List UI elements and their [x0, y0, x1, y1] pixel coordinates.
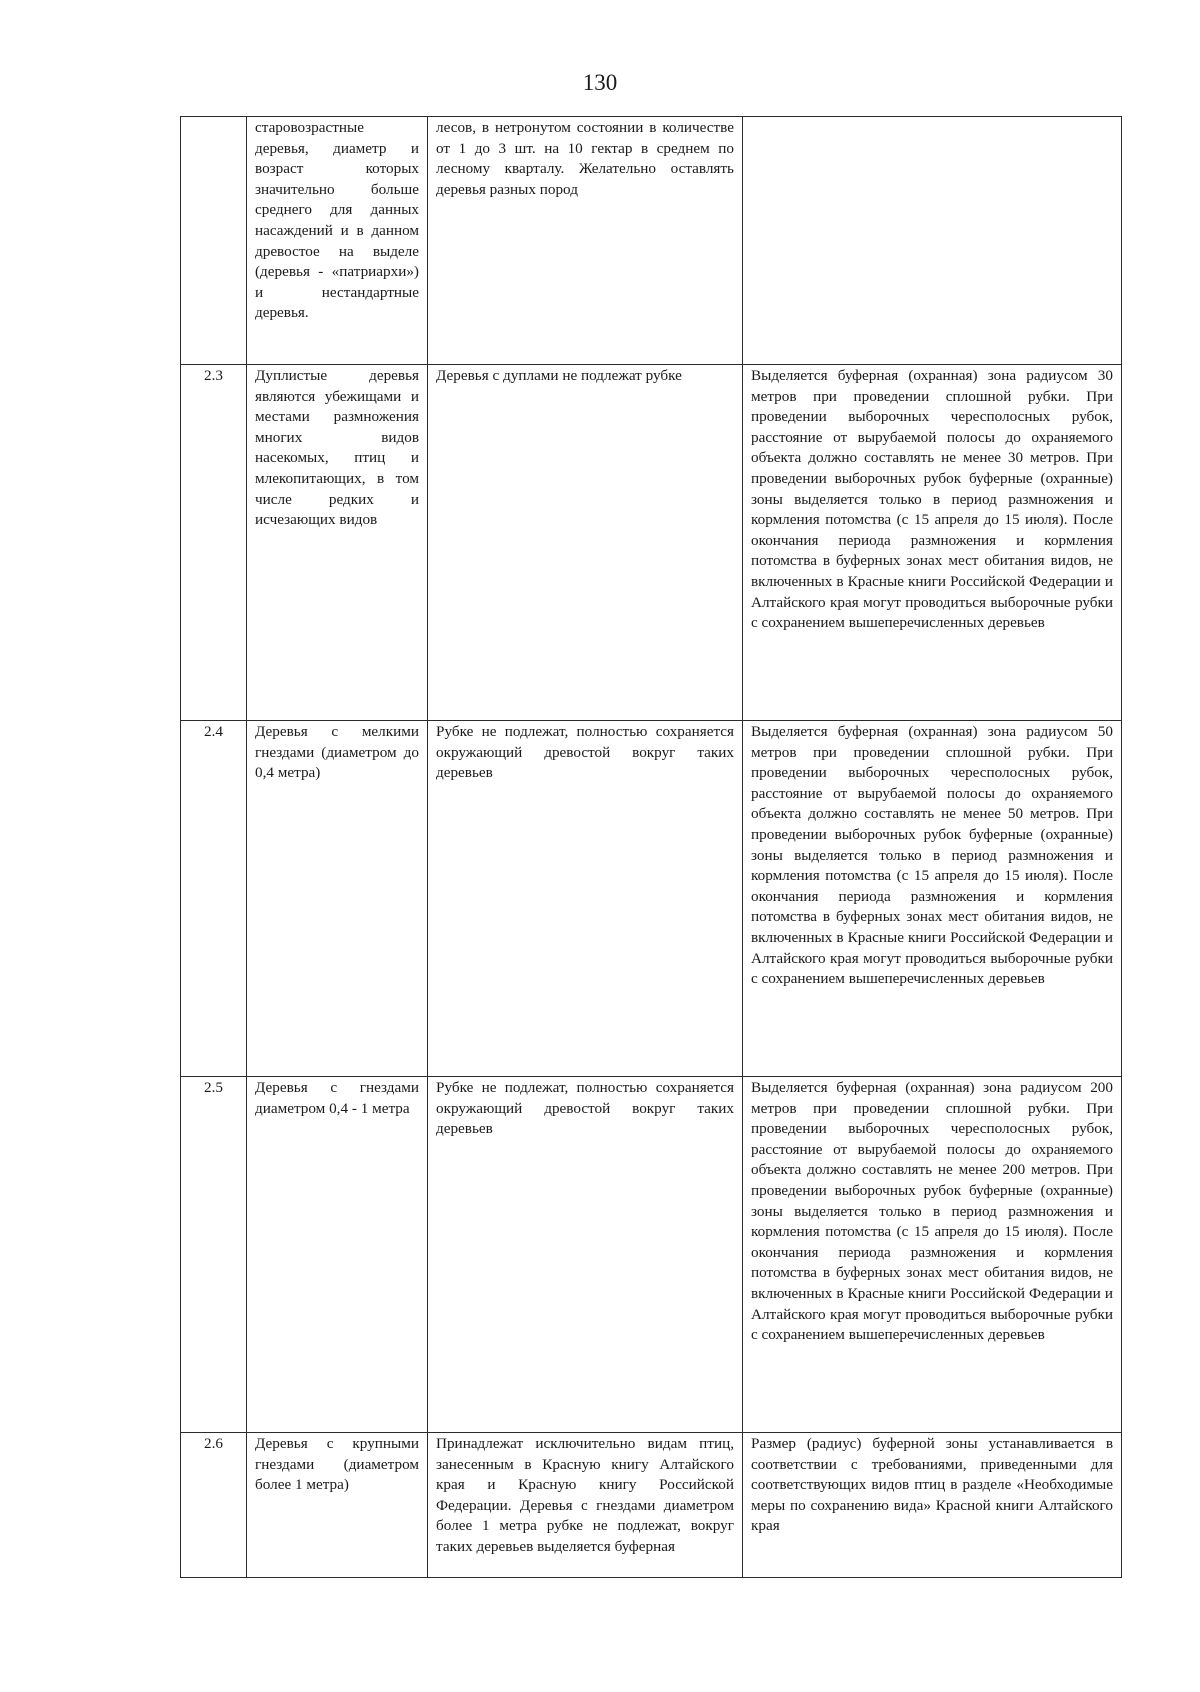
table-row [181, 1433, 1122, 1578]
table-row [181, 721, 1122, 1077]
buffer-zone-rule [743, 117, 1122, 365]
object-description: старовозрастные деревья, диаметр и возраст которых значительно больше среднего для данных насаждений и в данном древостое на выделе (деревья - «патриархи») и нестандартные деревья. [247, 117, 428, 365]
felling-rule: Рубке не подлежат, полностью сохраняется окружающий древостой вокруг таких деревьев [428, 1077, 743, 1433]
felling-rule: Деревья с дуплами не подлежат рубке [428, 365, 743, 721]
felling-rule: Принадлежат исключительно видам птиц, занесенным в Красную книгу Алтайского края и Красную книгу Российской Федерации. Деревья с гнездами диаметром более 1 метра рубке не подлежат, вокруг таких деревьев выделяется буферная [428, 1433, 743, 1578]
buffer-zone-rule: Выделяется буферная (охранная) зона радиусом 200 метров при проведении сплошной рубки. При проведении выборочных чересполосных рубок, расстояние от вырубаемой полосы до охраняемого объекта должно составлять не менее 200 метров. При проведении выборочных рубок буферные (охранные) зоны выделяется только в период размножения и кормления потомства (с 15 апреля до 15 июля). После окончания периода размножения и кормления потомства в буферных зонах мест обитания видов, не включенных в Красные книги Российской Федерации и Алтайского края могут проводиться выборочные рубки с сохранением вышеперечисленных деревьев [743, 1077, 1122, 1433]
buffer-zone-rule: Выделяется буферная (охранная) зона радиусом 30 метров при проведении сплошной рубки. При проведении выборочных чересполосных рубок, расстояние от вырубаемой полосы до охраняемого объекта должно составлять не менее 30 метров. При проведении выборочных рубок буферные (охранные) зоны выделяется только в период размножения и кормления потомства (с 15 апреля до 15 июля). После окончания периода размножения и кормления потомства в буферных зонах мест обитания видов, не включенных в Красные книги Российской Федерации и Алтайского края могут проводиться выборочные рубки с сохранением вышеперечисленных деревьев [743, 365, 1122, 721]
row-number: 2.3 [181, 365, 247, 721]
protection-measures-table [180, 116, 1122, 1578]
felling-rule: лесов, в нетронутом состоянии в количестве от 1 до 3 шт. на 10 гектар в среднем по лесному кварталу. Желательно оставлять деревья разных пород [428, 117, 743, 365]
row-number: 2.5 [181, 1077, 247, 1433]
page-number: 130 [582, 70, 618, 95]
object-description: Деревья с мелкими гнездами (диаметром до 0,4 метра) [247, 721, 428, 1077]
object-description: Деревья с крупными гнездами (диаметром более 1 метра) [247, 1433, 428, 1578]
object-description: Деревья с гнездами диаметром 0,4 - 1 метра [247, 1077, 428, 1433]
table-row [181, 1077, 1122, 1433]
object-description: Дуплистые деревья являются убежищами и местами размножения многих видов насекомых, птиц и млекопитающих, в том числе редких и исчезающих видов [247, 365, 428, 721]
row-number: 2.4 [181, 721, 247, 1077]
table-row [181, 365, 1122, 721]
buffer-zone-rule: Выделяется буферная (охранная) зона радиусом 50 метров при проведении сплошной рубки. При проведении выборочных чересполосных рубок, расстояние от вырубаемой полосы до охраняемого объекта должно составлять не менее 50 метров. При проведении выборочных рубок буферные (охранные) зоны выделяется только в период размножения и кормления потомства (с 15 апреля до 15 июля). После окончания периода размножения и кормления потомства в буферных зонах мест обитания видов, не включенных в Красные книги Российской Федерации и Алтайского края могут проводиться выборочные рубки с сохранением вышеперечисленных деревьев [743, 721, 1122, 1077]
row-number [181, 117, 247, 365]
row-number: 2.6 [181, 1433, 247, 1578]
felling-rule: Рубке не подлежат, полностью сохраняется окружающий древостой вокруг таких деревьев [428, 721, 743, 1077]
table-row [181, 117, 1122, 365]
buffer-zone-rule: Размер (радиус) буферной зоны устанавливается в соответствии с требованиями, приведенными для соответствующих видов птиц в разделе «Необходимые меры по сохранению вида» Красной книги Алтайского края [743, 1433, 1122, 1578]
